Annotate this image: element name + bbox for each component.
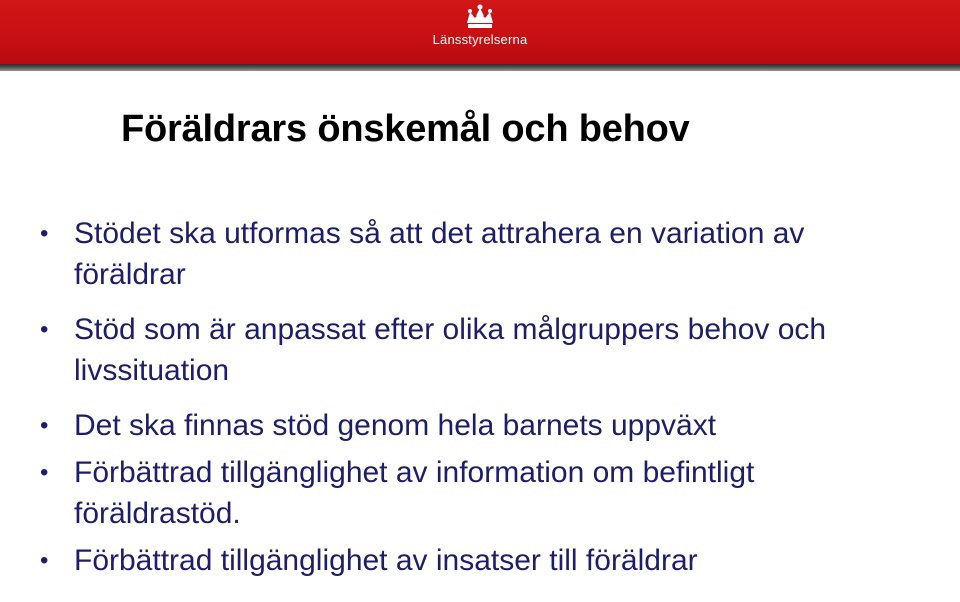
crown-icon bbox=[463, 4, 497, 30]
bullet-item bbox=[0, 309, 894, 391]
bullet-item bbox=[0, 405, 894, 446]
bullet-text: Förbättrad tillgänglighet av information om befintligt föräldrastöd. bbox=[74, 456, 755, 530]
bullet-item bbox=[0, 213, 894, 295]
header-bar bbox=[0, 0, 960, 64]
header-divider bbox=[0, 64, 960, 71]
bullet-marker: • bbox=[40, 459, 49, 486]
bullet-marker: • bbox=[40, 220, 49, 247]
bullet-list bbox=[0, 213, 960, 595]
bullet-marker: • bbox=[40, 547, 49, 574]
bullet-item bbox=[0, 452, 894, 534]
slide-title: Föräldrars önskemål och behov bbox=[121, 108, 690, 150]
bullet-marker: • bbox=[40, 316, 49, 343]
bullet-text: Stödet ska utformas så att det attrahera en variation av föräldrar bbox=[74, 217, 805, 291]
bullet-item bbox=[0, 540, 894, 581]
brand-name: Länsstyrelserna bbox=[432, 32, 528, 47]
bullet-text: Det ska finnas stöd genom hela barnets uppväxt bbox=[74, 409, 717, 442]
bullet-text: Stöd som är anpassat efter olika målgruppers behov och livssituation bbox=[74, 313, 827, 387]
bullet-marker: • bbox=[40, 412, 49, 439]
lansstyrelserna-logo bbox=[420, 4, 540, 60]
bullet-text: Förbättrad tillgänglighet av insatser till föräldrar bbox=[74, 544, 698, 577]
